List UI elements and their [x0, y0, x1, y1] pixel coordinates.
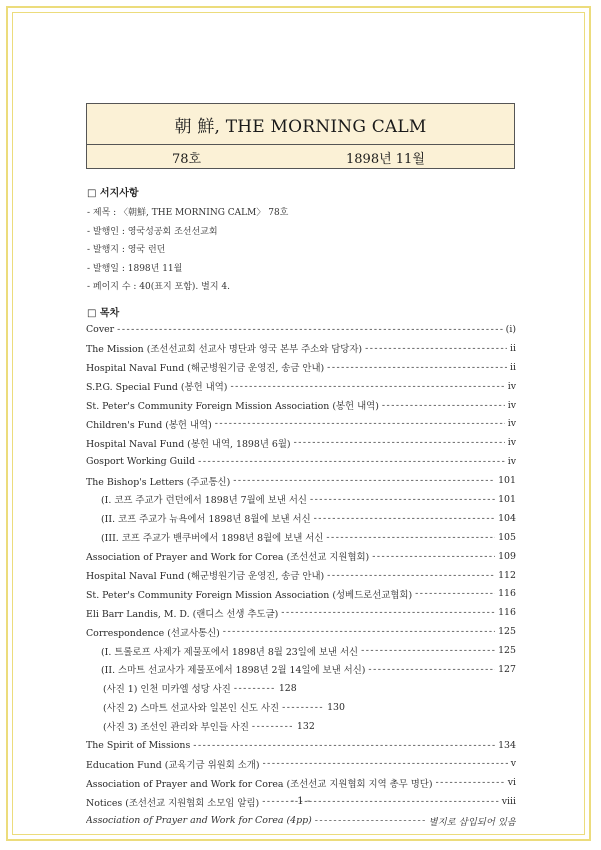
toc-entry: [86, 660, 516, 679]
toc-page: viii: [501, 796, 516, 808]
toc-title: (사진 1) 인천 미카엘 성당 사진: [103, 684, 231, 696]
bibliography-item: - 제목 : 〈朝鮮, THE MORNING CALM〉 78호: [87, 208, 289, 218]
toc-title: Education Fund (교육기금 위원회 소개): [86, 759, 260, 771]
toc-leader: [327, 362, 507, 373]
toc-entry: [86, 754, 516, 773]
bibliography-item: - 발행지 : 영국 런던: [87, 245, 166, 256]
toc-title: The Spirit of Missions: [86, 739, 191, 751]
toc-page: ii: [510, 361, 516, 373]
bibliography-heading: □ 서지사항: [87, 188, 139, 199]
issue-date: 1898년 11월: [346, 152, 425, 167]
toc-entry: [86, 641, 516, 660]
toc-leader: [281, 607, 495, 618]
toc-leader: [326, 532, 495, 543]
issue-number: 78호: [172, 152, 202, 167]
toc-title: Association of Prayer and Work for Corea (조선선교 지원협회 지역 총무 명단): [86, 778, 433, 790]
toc-leader: [117, 324, 503, 335]
toc-entry: [86, 452, 516, 471]
toc-entry: [86, 433, 516, 452]
toc-title: (III. 코프 주교가 밴쿠버에서 1898년 8월에 보낸 서신: [101, 533, 324, 545]
toc-title: (사진 2) 스마트 선교사와 일본인 신도 사진: [103, 703, 280, 715]
toc-title: Association of Prayer and Work for Corea (4pp): [86, 815, 312, 827]
document-title: 朝 鮮, THE MORNING CALM: [87, 104, 514, 145]
toc-heading: □ 목차: [87, 308, 120, 319]
toc-title: (I. 코프 주교가 런던에서 1898년 7월에 보낸 서신: [101, 495, 307, 507]
toc-entry: [86, 547, 516, 566]
toc-entry: [86, 358, 516, 377]
toc-leader: [215, 418, 505, 429]
toc-title: (사진 3) 조선인 관리와 부인들 사진: [103, 722, 249, 734]
toc-title: (II. 스마트 선교사가 제물포에서 1898년 2월 14일에 보낸 서신): [101, 665, 366, 677]
toc-leader: [368, 664, 495, 675]
bibliography-item: - 발행인 : 영국성공회 조선선교회: [87, 226, 218, 237]
toc-entry: [86, 528, 516, 547]
bibliography-item: - 페이지 수 : 40(표지 포함). 별지 4.: [87, 282, 230, 293]
toc-entry: [86, 584, 516, 603]
toc-entry: [86, 396, 516, 415]
toc-title: Hospital Naval Fund (해군병원기금 운영진, 송금 안내): [86, 571, 325, 583]
toc-page: v: [510, 758, 516, 770]
toc-leader: [310, 494, 495, 505]
toc-entry: [86, 622, 516, 641]
toc-page: 132: [296, 720, 315, 732]
toc-leader: [294, 437, 505, 448]
toc-title: S.P.G. Special Fund (봉헌 내역): [86, 382, 228, 394]
bibliography-list: [87, 204, 507, 297]
toc-entry: [86, 377, 516, 396]
toc-entry: [86, 339, 516, 358]
toc-page: 128: [278, 682, 297, 694]
toc-leader: [230, 381, 504, 392]
toc-leader: [436, 777, 505, 788]
toc-page: 134: [498, 739, 516, 751]
toc-entry: [86, 736, 516, 755]
toc-page: 127: [498, 663, 516, 675]
toc-title: Eli Barr Landis, M. D. (랜디스 선생 추도글): [86, 608, 279, 620]
toc-entry: [86, 414, 516, 433]
toc-leader: [327, 570, 495, 581]
toc-page: 125: [498, 645, 516, 657]
toc-page: iv: [507, 456, 516, 468]
toc-page: 116: [498, 588, 516, 600]
toc-page: (i): [505, 323, 516, 335]
toc-page: 별지로 삽입되어 있음: [428, 816, 516, 828]
toc-entry: [86, 698, 516, 717]
toc-title: Association of Prayer and Work for Corea (조선선교 지원협회): [86, 552, 370, 564]
toc-title: The Bishop's Letters (주교통신): [86, 476, 231, 488]
toc-page: iv: [507, 418, 516, 430]
toc-title: St. Peter's Community Foreign Mission Association (성베드로선교협회): [86, 589, 413, 601]
toc-page: 101: [498, 493, 516, 505]
toc-leader: [233, 475, 495, 486]
toc-leader: [365, 343, 507, 354]
toc-page: 105: [498, 531, 516, 543]
toc-entry: [86, 490, 516, 509]
toc-title: Correspondence (선교사통신): [86, 627, 220, 639]
toc-title: Gosport Working Guild: [86, 456, 196, 468]
toc-entry: [86, 320, 516, 339]
toc-entry: [86, 811, 516, 830]
toc-title: Notices (조선선교 지원협회 소모임 알림): [86, 797, 260, 809]
table-of-contents: [86, 320, 516, 830]
toc-entry: [86, 566, 516, 585]
toc-title: (II. 코프 주교가 뉴욕에서 1898년 8월에 보낸 서신: [101, 514, 311, 526]
toc-leader: [361, 645, 495, 656]
toc-leader: [314, 513, 495, 524]
title-box: [86, 103, 515, 169]
toc-page: iv: [507, 399, 516, 411]
toc-page: 116: [498, 607, 516, 619]
toc-leader: [223, 626, 495, 637]
toc-page: 130: [327, 701, 345, 713]
toc-entry: [86, 773, 516, 792]
toc-title: St. Peter's Community Foreign Mission Association (봉헌 내역): [86, 401, 379, 412]
toc-page: vi: [507, 777, 516, 789]
toc-leader: [382, 400, 505, 411]
toc-title: Hospital Naval Fund (봉헌 내역, 1898년 6월): [86, 438, 291, 450]
toc-entry: [86, 509, 516, 528]
toc-leader: [282, 702, 324, 713]
toc-page: ii: [510, 342, 516, 354]
toc-title: (I. 트롤로프 사제가 제물포에서 1898년 8월 23일에 보낸 서신: [101, 646, 359, 658]
toc-leader: [193, 740, 495, 751]
toc-leader: [234, 683, 276, 694]
toc-entry: [86, 717, 516, 736]
toc-page: 112: [498, 569, 516, 581]
toc-entry: [86, 679, 516, 698]
issue-date-row: [87, 145, 514, 168]
toc-entry: [86, 471, 516, 490]
toc-title: Hospital Naval Fund (해군병원기금 운영진, 송금 안내): [86, 363, 325, 375]
toc-page: 109: [498, 550, 516, 562]
toc-page: 101: [498, 475, 516, 487]
toc-leader: [315, 815, 426, 826]
toc-entry: [86, 603, 516, 622]
toc-page: 125: [498, 626, 516, 638]
toc-title: Children's Fund (봉헌 내역): [86, 419, 212, 431]
bibliography-item: - 발행일 : 1898년 11월: [87, 263, 183, 274]
toc-page: iv: [507, 437, 516, 449]
toc-title: Cover: [86, 323, 115, 335]
page-number: - 1 -: [290, 796, 311, 807]
toc-leader: [252, 721, 294, 732]
toc-leader: [372, 551, 495, 562]
toc-leader: [415, 588, 495, 599]
toc-title: The Mission (조선선교회 선교사 명단과 영국 본부 주소와 담당자): [86, 344, 363, 356]
toc-page: iv: [507, 380, 516, 392]
toc-page: 104: [498, 512, 516, 524]
toc-leader: [198, 456, 505, 467]
toc-leader: [263, 758, 508, 769]
